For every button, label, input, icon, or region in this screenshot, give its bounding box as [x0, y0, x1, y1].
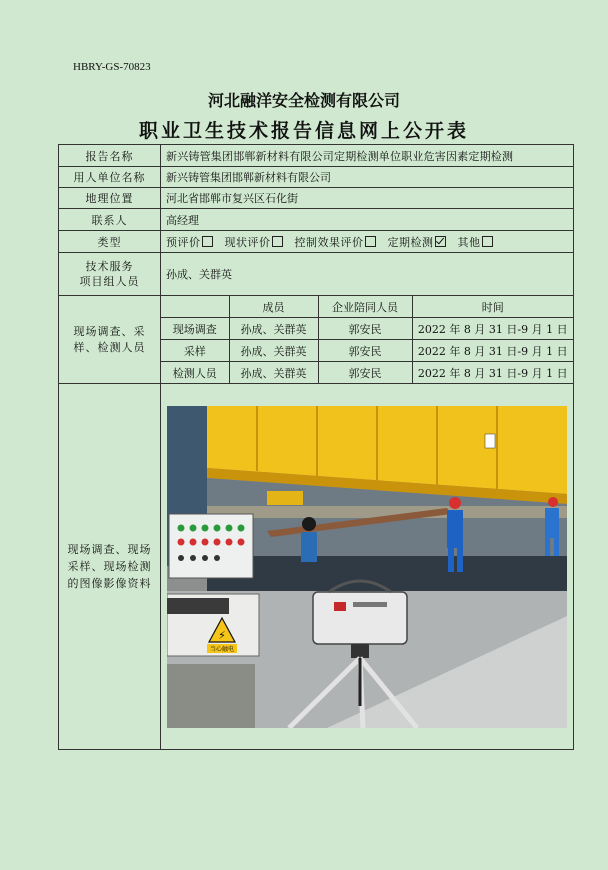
type-label: 类型	[59, 231, 161, 253]
row-location	[59, 188, 574, 209]
contact-label: 联系人	[59, 209, 161, 231]
type-option: 其他	[458, 236, 493, 249]
row-contact	[59, 209, 574, 231]
warning-sign-text: 当心触电	[209, 645, 235, 653]
row-images	[59, 384, 574, 750]
checked-checkbox-icon	[435, 236, 446, 247]
onsite-staff-cell	[161, 296, 574, 384]
onsite-header-row	[161, 296, 573, 318]
tech-staff-value: 孙成、关群英	[161, 253, 574, 296]
onsite-staff-table	[161, 296, 573, 383]
table-row	[161, 340, 573, 362]
escort-cell: 郭安民	[318, 318, 412, 340]
table-row	[161, 318, 573, 340]
type-option: 现状评价	[225, 236, 283, 249]
table-row	[161, 362, 573, 384]
escort-cell: 郭安民	[318, 340, 412, 362]
employer-value: 新兴铸管集团邯郸新材料有限公司	[161, 167, 574, 188]
svg-text:⚡: ⚡	[218, 628, 226, 642]
checkbox-icon	[365, 236, 376, 247]
header-members: 成员	[229, 296, 318, 318]
report-name-value: 新兴铸管集团邯郸新材料有限公司定期检测单位职业危害因素定期检测	[161, 145, 574, 167]
members-cell: 孙成、关群英	[229, 318, 318, 340]
company-name: 河北融洋安全检测有限公司	[207, 91, 400, 110]
time-cell: 2022 年 8 月 31 日-9 月 1 日	[412, 362, 573, 384]
time-cell: 2022 年 8 月 31 日-9 月 1 日	[412, 340, 573, 362]
header-escort: 企业陪同人员	[318, 296, 412, 318]
header-time: 时间	[412, 296, 573, 318]
images-label: 现场调查、现场采样、现场检测的图像影像资料	[59, 384, 161, 750]
row-type	[59, 231, 574, 253]
type-option: 控制效果评价	[295, 236, 376, 249]
site-inspection-photo	[167, 406, 567, 728]
checkbox-icon	[482, 236, 493, 247]
location-value: 河北省邯郸市复兴区石化街	[161, 188, 574, 209]
row-report-name	[59, 145, 574, 167]
document-code: HBRY-GS-70823	[73, 61, 151, 73]
disclosure-table	[58, 144, 574, 750]
time-cell: 2022 年 8 月 31 日-9 月 1 日	[412, 318, 573, 340]
header-role	[161, 296, 229, 318]
location-label: 地理位置	[59, 188, 161, 209]
role-cell: 检测人员	[161, 362, 229, 384]
contact-value: 高经理	[161, 209, 574, 231]
images-cell	[161, 384, 574, 750]
onsite-staff-label: 现场调查、采样、检测人员	[59, 296, 161, 384]
tech-staff-label: 技术服务 项目组人员	[59, 253, 161, 296]
members-cell: 孙成、关群英	[229, 340, 318, 362]
row-employer	[59, 167, 574, 188]
escort-cell: 郭安民	[318, 362, 412, 384]
checkbox-icon	[272, 236, 283, 247]
role-cell: 采样	[161, 340, 229, 362]
type-options	[161, 231, 574, 253]
row-onsite-staff	[59, 296, 574, 384]
report-name-label: 报告名称	[59, 145, 161, 167]
type-option: 定期检测	[388, 236, 446, 249]
page-title: 职业卫生技术报告信息网上公开表	[138, 120, 469, 142]
employer-label: 用人单位名称	[59, 167, 161, 188]
members-cell: 孙成、关群英	[229, 362, 318, 384]
row-tech-staff	[59, 253, 574, 296]
checkbox-icon	[202, 236, 213, 247]
type-option: 预评价	[166, 236, 213, 249]
role-cell: 现场调查	[161, 318, 229, 340]
